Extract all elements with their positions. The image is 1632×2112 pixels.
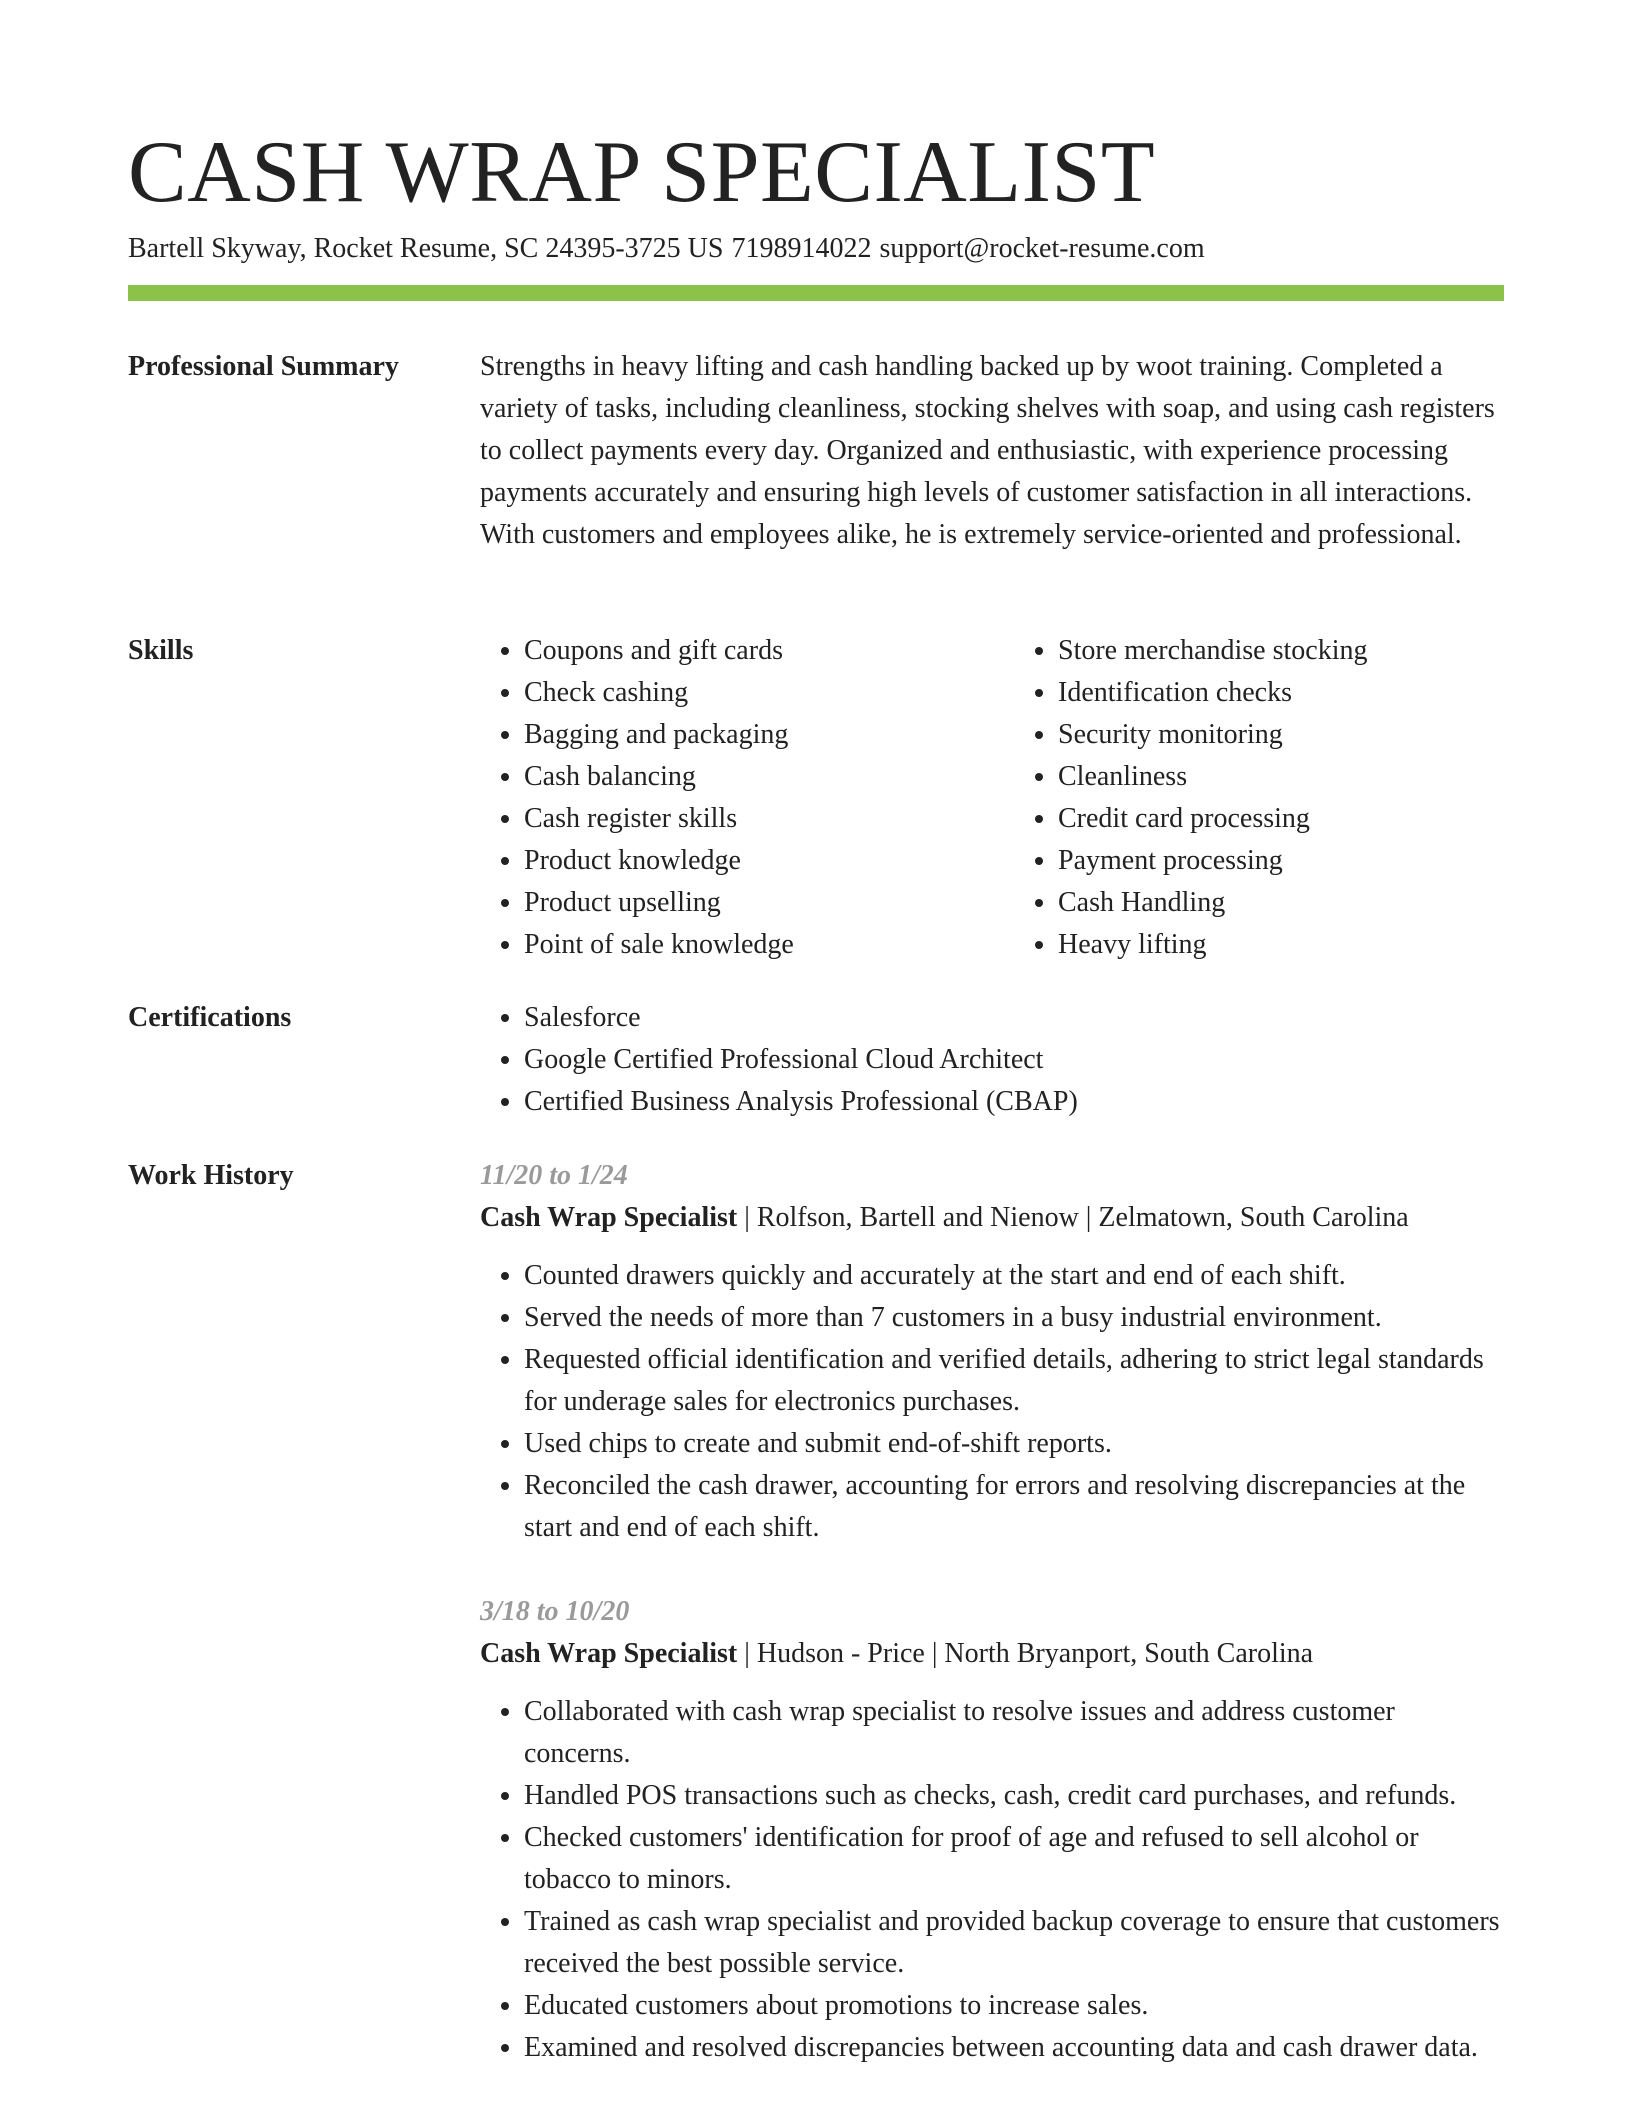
job-dates: 11/20 to 1/24 (480, 1160, 628, 1191)
skills-list-right (1014, 630, 1504, 966)
job-bullet: • Reconciled the cash drawer, accounting for errors and resolving discrepancies at the start and end of each shift. (524, 1465, 1504, 1549)
job-bullet: • Served the needs of more than 7 customers in a busy industrial environment. (524, 1297, 1504, 1339)
job-bullet-list (480, 1691, 1504, 2069)
job-employer-location: | Hudson - Price | North Bryanport, South Carolina (737, 1638, 1314, 1669)
skill-item: • Cash Handling (1058, 882, 1504, 924)
job-bullet: • Collaborated with cash wrap specialist to resolve issues and address customer concerns. (524, 1691, 1504, 1775)
job-title-line (480, 1633, 1504, 1675)
job-title: Cash Wrap Specialist (480, 1638, 738, 1669)
skill-item: • Heavy lifting (1058, 924, 1504, 966)
work-history-label: Work History (128, 1160, 294, 1191)
certification-item: • Salesforce (524, 997, 1504, 1039)
skill-item: • Cleanliness (1058, 756, 1504, 798)
certification-item: • Certified Business Analysis Professional (CBAP) (524, 1081, 1504, 1123)
job-entry (480, 1591, 1504, 2069)
job-dates: 3/18 to 10/20 (480, 1596, 630, 1627)
skill-item: • Bagging and packaging (524, 714, 970, 756)
job-bullet-list (480, 1255, 1504, 1549)
summary-text: Strengths in heavy lifting and cash handling backed up by woot training. Completed a variety of tasks, including cleanliness, stocking shelves with soap, and using cash registers to collect payments every day. Organized and enthusiastic, with experience processing payments accurately and ensuring high levels of customer satisfaction in all interactions. With customers and employees alike, he is extremely service-oriented and professional. (480, 351, 1495, 550)
skill-item: • Cash balancing (524, 756, 970, 798)
certification-item: • Google Certified Professional Cloud Architect (524, 1039, 1504, 1081)
certifications-body (480, 997, 1504, 1123)
skill-item: • Credit card processing (1058, 798, 1504, 840)
contact-line (128, 230, 1205, 268)
job-title-line (480, 1197, 1504, 1239)
skill-item: • Payment processing (1058, 840, 1504, 882)
summary-body (480, 346, 1504, 556)
certifications-list (480, 997, 1504, 1123)
job-entry (480, 1155, 1504, 1549)
resume-name-heading: CASH WRAP SPECIALIST (128, 124, 1156, 221)
skill-item: • Check cashing (524, 672, 970, 714)
job-employer-location: | Rolfson, Bartell and Nienow | Zelmatown, South Carolina (737, 1202, 1409, 1233)
summary-label: Professional Summary (128, 351, 399, 382)
skills-body (480, 630, 1504, 966)
job-bullet: • Requested official identification and verified details, adhering to strict legal standards for underage sales for electronics purchases. (524, 1339, 1504, 1423)
skill-item: • Product knowledge (524, 840, 970, 882)
job-bullet: • Educated customers about promotions to increase sales. (524, 1985, 1504, 2027)
skill-item: • Coupons and gift cards (524, 630, 970, 672)
job-title: Cash Wrap Specialist (480, 1202, 738, 1233)
job-bullet: • Checked customers' identification for proof of age and refused to sell alcohol or tobacco to minors. (524, 1817, 1504, 1901)
header-accent-rule (128, 285, 1504, 301)
job-bullet: • Counted drawers quickly and accurately at the start and end of each shift. (524, 1255, 1504, 1297)
skills-label: Skills (128, 635, 194, 666)
contact-address: Bartell Skyway, Rocket Resume, SC 24395-3725 US (128, 233, 724, 264)
contact-phone: 7198914022 (731, 233, 872, 264)
contact-email: support@rocket-resume.com (879, 233, 1205, 264)
job-bullet: • Used chips to create and submit end-of-shift reports. (524, 1423, 1504, 1465)
job-bullet: • Trained as cash wrap specialist and provided backup coverage to ensure that customers received the best possible service. (524, 1901, 1504, 1985)
skill-item: • Cash register skills (524, 798, 970, 840)
certifications-label: Certifications (128, 1002, 292, 1033)
skill-item: • Point of sale knowledge (524, 924, 970, 966)
skill-item: • Product upselling (524, 882, 970, 924)
work-history-body (480, 1155, 1504, 2069)
skill-item: • Store merchandise stocking (1058, 630, 1504, 672)
job-bullet: • Handled POS transactions such as checks, cash, credit card purchases, and refunds. (524, 1775, 1504, 1817)
skill-item: • Identification checks (1058, 672, 1504, 714)
job-bullet: • Examined and resolved discrepancies between accounting data and cash drawer data. (524, 2027, 1504, 2069)
skills-list-left (480, 630, 970, 966)
skill-item: • Security monitoring (1058, 714, 1504, 756)
